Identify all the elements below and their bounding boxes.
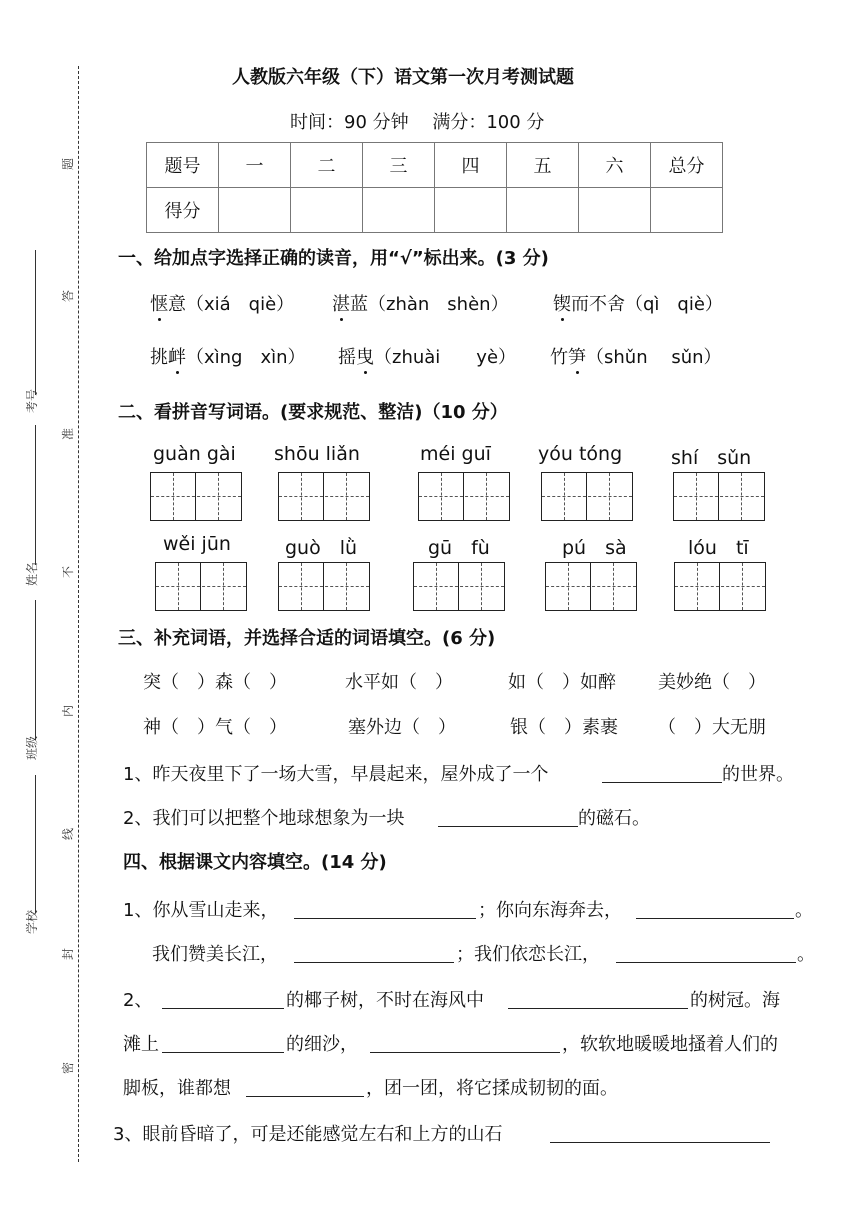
margin-char: 封 (61, 947, 76, 961)
pinyin-prompt: gū fù (428, 537, 490, 559)
writing-grid-box[interactable] (413, 562, 505, 611)
writing-grid-box[interactable] (545, 562, 637, 611)
question-text: ，软软地暖暖地搔着人们的 (562, 1034, 778, 1055)
margin-char: 题 (61, 157, 76, 171)
question-text: ；我们依恋长江， (456, 944, 600, 965)
score-cell-empty[interactable] (291, 188, 363, 233)
answer-blank[interactable] (602, 782, 722, 783)
question-text: ，团一团，将它揉成韧韧的面。 (366, 1078, 618, 1099)
score-cell-empty[interactable] (435, 188, 507, 233)
pronunciation-item: 惬意（xiá qiè） (150, 290, 294, 316)
school-line (35, 775, 36, 913)
question-text: 的椰子树，不时在海风中 (286, 990, 484, 1011)
answer-blank[interactable] (370, 1052, 560, 1053)
question-text: 的细沙， (286, 1034, 358, 1055)
answer-blank[interactable] (294, 918, 476, 919)
section4-heading: 四、根据课文内容填空。(14 分) (123, 852, 387, 873)
question-text: 的世界。 (722, 764, 794, 785)
question-text: 3、眼前昏暗了，可是还能感觉左右和上方的山石 (113, 1124, 503, 1145)
score-table-cell: 五 (507, 143, 579, 188)
label-school: 学校 (25, 909, 40, 935)
score-table-cell: 四 (435, 143, 507, 188)
score-table-cell: 三 (363, 143, 435, 188)
binding-dashed-line (78, 66, 79, 1162)
pinyin-prompt: guò lǜ (285, 537, 358, 559)
pinyin-prompt: lóu tī (688, 537, 749, 559)
idiom-item: 神（ ）气（ ） (143, 717, 287, 738)
score-cell-empty[interactable] (579, 188, 651, 233)
pronunciation-item: 锲而不舍（qì qiè） (553, 290, 723, 316)
answer-blank[interactable] (616, 962, 796, 963)
exam-title: 人教版六年级（下）语文第一次月考测试题 (232, 67, 574, 88)
question-text: 脚板，谁都想 (123, 1078, 231, 1099)
pinyin-prompt: shōu liǎn (274, 443, 360, 465)
pinyin-prompt: guàn gài (153, 443, 236, 465)
question-text: 。 (795, 900, 813, 921)
section2-heading: 二、看拼音写词语。(要求规范、整洁)（10 分） (118, 402, 508, 423)
score-table (146, 142, 723, 233)
section1-heading: 一、给加点字选择正确的读音，用“√”标出来。(3 分) (118, 248, 549, 269)
answer-blank[interactable] (162, 1008, 284, 1009)
question-text: 1、昨天夜里下了一场大雪，早晨起来，屋外成了一个 (123, 764, 549, 785)
margin-char: 不 (61, 565, 76, 579)
score-table-header-row (147, 143, 723, 188)
pronunciation-item: 摇曳（zhuài yè） (338, 343, 516, 369)
pinyin-prompt: yóu tóng (538, 443, 623, 465)
writing-grid-box[interactable] (674, 562, 766, 611)
answer-blank[interactable] (438, 826, 578, 827)
label-class: 班级 (25, 735, 40, 761)
score-table-score-row (147, 188, 723, 233)
score-cell-empty[interactable] (363, 188, 435, 233)
pinyin-prompt: pú sà (562, 537, 627, 559)
pronunciation-item: 挑衅（xìng xìn） (150, 343, 306, 369)
writing-grid-box[interactable] (673, 472, 765, 521)
idiom-item: 突（ ）森（ ） (143, 672, 287, 693)
question-text: ；你向东海奔去， (478, 900, 622, 921)
margin-char: 密 (61, 1061, 76, 1075)
writing-grid-box[interactable] (278, 472, 370, 521)
pinyin-prompt: méi guī (420, 443, 491, 465)
idiom-item: 银（ ）素裹 (510, 717, 618, 738)
section3-heading: 三、补充词语，并选择合适的词语填空。(6 分) (118, 628, 496, 649)
pronunciation-item: 竹笋（shǔn sǔn） (550, 343, 722, 369)
pronunciation-item: 湛蓝（zhàn shèn） (332, 290, 509, 316)
score-row-label: 得分 (147, 188, 219, 233)
score-table-cell: 题号 (147, 143, 219, 188)
score-cell-empty[interactable] (219, 188, 291, 233)
pinyin-prompt: shí sǔn (671, 447, 752, 469)
answer-blank[interactable] (294, 962, 454, 963)
margin-char: 线 (61, 827, 76, 841)
answer-blank[interactable] (162, 1052, 284, 1053)
writing-grid-box[interactable] (541, 472, 633, 521)
pinyin-prompt: wěi jūn (163, 533, 231, 555)
exam-number-line (35, 250, 36, 395)
score-table-cell: 二 (291, 143, 363, 188)
idiom-item: 水平如（ ） (345, 672, 453, 693)
margin-char: 答 (61, 289, 76, 303)
idiom-item: 塞外边（ ） (348, 717, 456, 738)
answer-blank[interactable] (636, 918, 794, 919)
name-line (35, 425, 36, 565)
writing-grid-box[interactable] (418, 472, 510, 521)
score-table-cell: 六 (579, 143, 651, 188)
label-exam-number: 考号 (25, 388, 40, 414)
question-text: 2、 (123, 990, 153, 1011)
score-table-cell: 总分 (651, 143, 723, 188)
answer-blank[interactable] (508, 1008, 688, 1009)
question-text: 的树冠。海 (690, 990, 780, 1011)
question-text: 的磁石。 (578, 808, 650, 829)
time-and-score-info: 时间：90 分钟 满分：100 分 (290, 112, 545, 133)
question-text: 。 (797, 944, 815, 965)
label-name: 姓名 (25, 561, 40, 587)
idiom-item: 美妙绝（ ） (658, 672, 766, 693)
score-cell-empty[interactable] (651, 188, 723, 233)
idiom-item: （ ）大无朋 (658, 717, 766, 738)
score-table-cell: 一 (219, 143, 291, 188)
question-text: 滩上 (123, 1034, 159, 1055)
writing-grid-box[interactable] (278, 562, 370, 611)
margin-char: 准 (61, 427, 76, 441)
margin-char: 内 (61, 704, 76, 718)
question-text: 2、我们可以把整个地球想象为一块 (123, 808, 405, 829)
class-line (35, 600, 36, 740)
writing-grid-box[interactable] (150, 472, 242, 521)
score-cell-empty[interactable] (507, 188, 579, 233)
question-text: 我们赞美长江， (152, 944, 278, 965)
question-text: 1、你从雪山走来， (123, 900, 279, 921)
answer-blank[interactable] (550, 1142, 770, 1143)
writing-grid-box[interactable] (155, 562, 247, 611)
idiom-item: 如（ ）如醉 (508, 672, 616, 693)
answer-blank[interactable] (246, 1096, 364, 1097)
